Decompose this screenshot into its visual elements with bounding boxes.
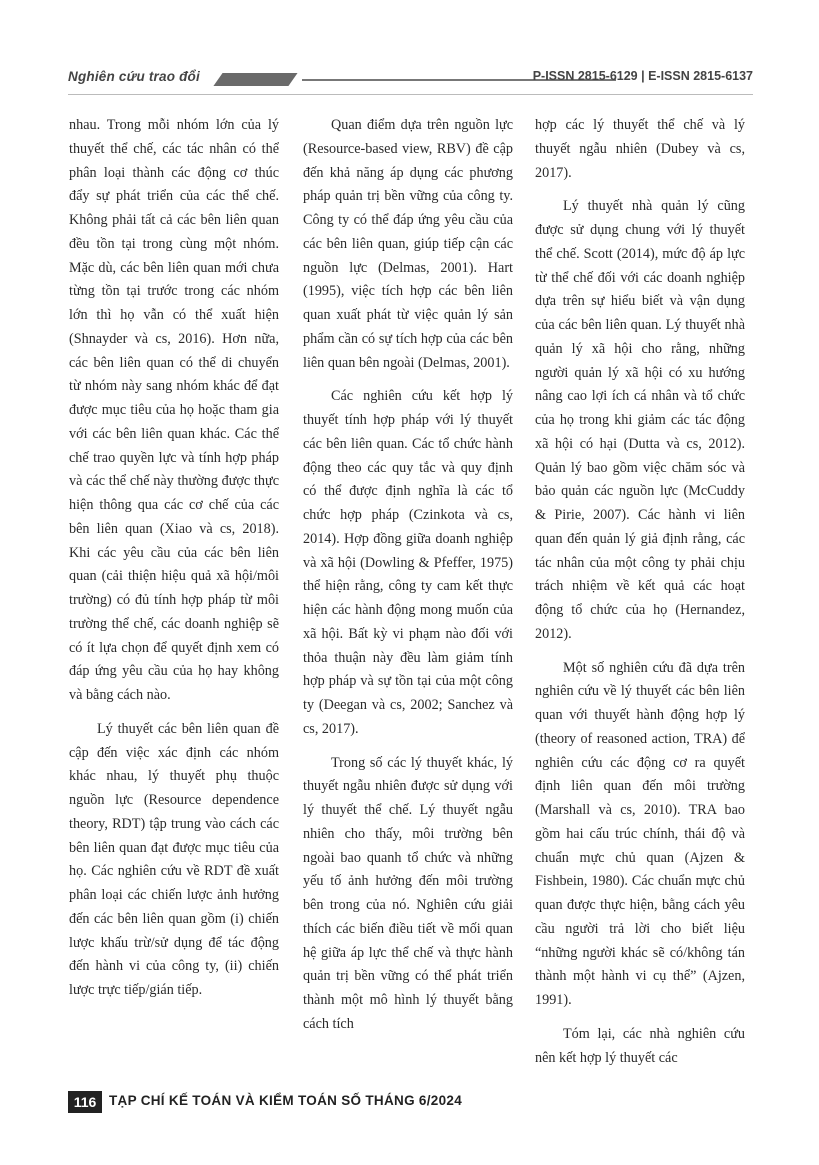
text-column-2: [303, 114, 513, 1037]
journal-title: TẠP CHÍ KẾ TOÁN VÀ KIỂM TOÁN SỐ THÁNG 6/2024: [109, 1093, 463, 1108]
section-title: Nghiên cứu trao đổi: [68, 69, 200, 84]
text-column-3: [535, 114, 745, 1070]
text-column-1: [69, 114, 279, 1003]
page-number: 116: [68, 1091, 102, 1113]
issn-label: P-ISSN 2815-6129 | E-ISSN 2815-6137: [532, 69, 753, 83]
running-header: [68, 63, 753, 93]
paragraph: Quan điểm dựa trên nguồn lực (Resource-based view, RBV) đề cập đến khả năng áp dụng các phương pháp quản trị bền vững của công ty. Công ty có thể đáp ứng yêu cầu của các bên liên quan, giúp tiếp cận các nguồn lực (Delmas, 2001). Hart (1995), việc tích hợp các bên liên quan xuất phát từ việc quản lý sản phẩm cần có sự tích hợp của các bên liên quan bên ngoài (Delmas, 2001).: [303, 117, 513, 371]
paragraph: Một số nghiên cứu đã dựa trên nghiên cứu về lý thuyết các bên liên quan với thuyết hành động hợp lý (theory of reasoned action, TRA) để nghiên cứu các động cơ ra quyết định liên quan đến môi trường (Marshall và cs, 2010). TRA bao gồm hai cấu trúc chính, thái độ và chuẩn mực chủ quan (Ajzen & Fishbein, 1980). Các chuẩn mực chủ quan được thực hiện, bằng cách yêu cầu người trả lời cho biết liệu “những người khác sẽ có/không tán thành một hành vi cụ thể” (Ajzen, 1991).: [535, 659, 745, 1008]
paragraph: Tóm lại, các nhà nghiên cứu nên kết hợp lý thuyết các: [535, 1025, 745, 1066]
paragraph: nhau. Trong mỗi nhóm lớn của lý thuyết thể chế, các tác nhân có thể phân loại thành các động cơ thúc đẩy sự phát triển của các thể chế. Không phải tất cả các bên liên quan đều tồn tại trong cùng một nhóm. Mặc dù, các bên liên quan mới chưa từng tồn tại trước trong các nhóm lớn thì họ vẫn có thể xuất hiện (Shnayder và cs, 2016). Hơn nữa, các bên liên quan có thể di chuyển từ nhóm này sang nhóm khác để đạt được mục tiêu của họ hoặc tham gia với các bên liên quan khác. Các thể chế trao quyền lực và tính hợp pháp và các thể chế này thường được thực hiện thông qua các cơ chế của các bên liên quan (Xiao và cs, 2018). Khi các yêu cầu của các bên liên quan (cải thiện hiệu quả xã hội/môi trường) có đủ tính hợp pháp từ môi trường thể chế, các doanh nghiệp sẽ có ít lựa chọn để quyết định xem có đáp ứng yêu cầu của họ hay không và bằng cách nào.: [69, 117, 279, 703]
paragraph: hợp các lý thuyết thể chế và lý thuyết ngẫu nhiên (Dubey và cs, 2017).: [535, 117, 745, 181]
paragraph: Các nghiên cứu kết hợp lý thuyết tính hợp pháp với lý thuyết các bên liên quan. Các tổ chức hành động theo các quy tắc và quy định có thể được định nghĩa là các tổ chức hợp pháp (Czinkota và cs, 2014). Hợp đồng giữa doanh nghiệp và xã hội (Dowling & Pfeffer, 1975) thể hiện rằng, công ty cam kết thực hiện các hành động mong muốn của xã hội. Bất kỳ vi phạm nào đối với thỏa thuận này đều làm giảm tính hợp pháp và sự tồn tại của một công ty (Deegan và cs, 2002; Sanchez và cs, 2017).: [303, 388, 513, 737]
header-divider: [68, 94, 753, 95]
header-accent-bar: [213, 73, 297, 86]
paragraph: Lý thuyết nhà quản lý cũng được sử dụng chung với lý thuyết thể chế. Scott (2014), mức độ áp lực từ thể chế đối với các doanh nghiệp dựa trên sự hiểu biết và vận dụng của các bên liên quan. Lý thuyết nhà quản lý xã hội cho rằng, những người quản lý xã hội có xu hướng nâng cao lợi ích cá nhân và tổ chức của họ trong khi giảm các tác động xã hội có hại (Dutta và cs, 2012). Quản lý bao gồm việc chăm sóc và bảo quản các nguồn lực (McCuddy & Pirie, 2007). Các hành vi liên quan đến quản lý giả định rằng, các tác nhân của một công ty phải chịu trách nhiệm về kết quả các hoạt động tổ chức của họ (Hernandez, 2012).: [535, 198, 745, 642]
paragraph: Trong số các lý thuyết khác, lý thuyết ngẫu nhiên được sử dụng với lý thuyết thể chế. Lý thuyết ngẫu nhiên cho thấy, môi trường bên ngoài bao quanh tổ chức và những yếu tố ảnh hưởng đến môi trường bên trong của nó. Nghiên cứu giải thích các biến điều tiết về mối quan hệ giữa áp lực thể chế và thực hành quản trị bền vững có thể phát triển thành một mô hình lý thuyết bằng cách tích: [303, 754, 513, 1032]
paragraph: Lý thuyết các bên liên quan đề cập đến việc xác định các nhóm khác nhau, lý thuyết phụ thuộc nguồn lực (Resource dependence theory, RDT) tập trung vào cách các bên liên quan đạt được mục tiêu của họ. Các nghiên cứu về RDT đề xuất phân loại các chiến lược ảnh hưởng đến các bên liên quan gồm (i) chiến lược khấu trừ/sử dụng để tác động đến hành vi của công ty, (ii) chiến lược trực tiếp/gián tiếp.: [69, 720, 279, 998]
running-footer: [68, 1089, 753, 1115]
